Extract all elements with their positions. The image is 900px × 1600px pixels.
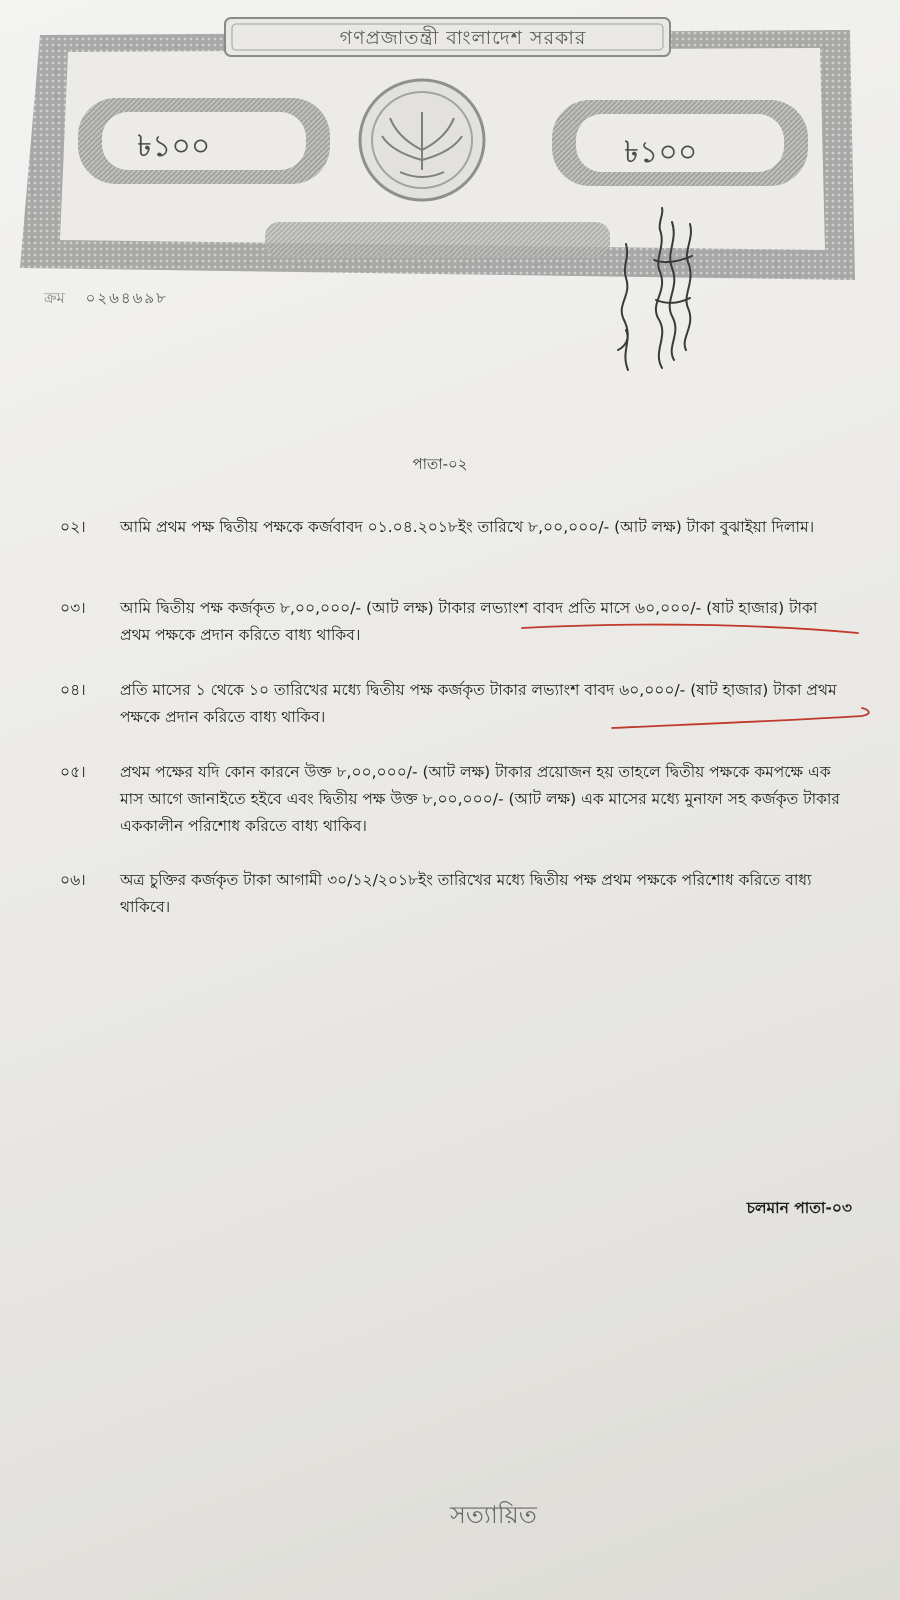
stamp-value-right: ৳১০০ <box>624 135 698 170</box>
clause-number: ০৩। <box>60 599 86 617</box>
serial-value: ০২৬৪৬৯৮ <box>85 289 168 307</box>
stamp-value-left: ৳১০০ <box>137 129 211 164</box>
red-underline-clause-04 <box>612 708 869 728</box>
clause-text: প্রতি মাসের ১ থেকে ১০ তারিখের মধ্যে দ্বিতীয় পক্ষ কর্জকৃত টাকার লভ্যাংশ বাবদ ৬০,০০০/- (ষাট হাজার) টাকা প্রথম পক্ষকে প্রদান করিতে বাধ্য থাকিব। <box>120 681 837 726</box>
clause-text: অত্র চুক্তির কর্জকৃত টাকা আগামী ৩০/১২/২০১৮ইং তারিখের মধ্যে দ্বিতীয় পক্ষ প্রথম পক্ষকে পরিশোধ করিতে বাধ্য থাকিবে। <box>120 871 812 916</box>
clause-number: ০৫। <box>60 763 86 781</box>
stamp-title: গণপ্রজাতন্ত্রী বাংলাদেশ সরকার <box>339 27 587 49</box>
continued-page-label: চলমান পাতা-০৩ <box>746 1199 852 1217</box>
clause-number: ০৪। <box>60 681 86 699</box>
clause-06 <box>60 867 840 921</box>
serial-prefix: ক্রম <box>44 289 65 307</box>
clause-text: আমি প্রথম পক্ষ দ্বিতীয় পক্ষকে কর্জবাবদ ০১.০৪.২০১৮ইং তারিখে ৮,০০,০০০/- (আট লক্ষ) টাকা বুঝাইয়া দিলাম। <box>120 518 815 536</box>
red-underline-clause-03 <box>522 625 858 633</box>
red-pen-underlines <box>0 0 900 760</box>
clause-05 <box>60 759 840 840</box>
clause-number: ০৬। <box>60 871 86 889</box>
clause-text: প্রথম পক্ষের যদি কোন কারনে উক্ত ৮,০০,০০০/- (আট লক্ষ) টাকার প্রয়োজন হয় তাহলে দ্বিতীয় পক্ষকে কমপক্ষে এক মাস আগে জানাইতে হইবে এবং দ্বিতীয় পক্ষ উক্ত ৮,০০,০০০/- (আট লক্ষ) এক মাসের মধ্যে মুনাফা সহ কর্জকৃত টাকার এককালীন পরিশোধ করিতে বাধ্য থাকিব। <box>120 763 840 835</box>
attested-stamp: সত্যায়িত <box>450 1501 537 1529</box>
clause-text: আমি দ্বিতীয় পক্ষ কর্জকৃত ৮,০০,০০০/- (আট লক্ষ) টাকার লভ্যাংশ বাবদ প্রতি মাসে ৬০,০০০/- (ষাট হাজার) টাকা প্রথম পক্ষকে প্রদান করিতে বাধ্য থাকিব। <box>120 599 818 644</box>
clause-number: ০২। <box>60 518 86 536</box>
page-label: পাতা-০২ <box>412 455 468 473</box>
